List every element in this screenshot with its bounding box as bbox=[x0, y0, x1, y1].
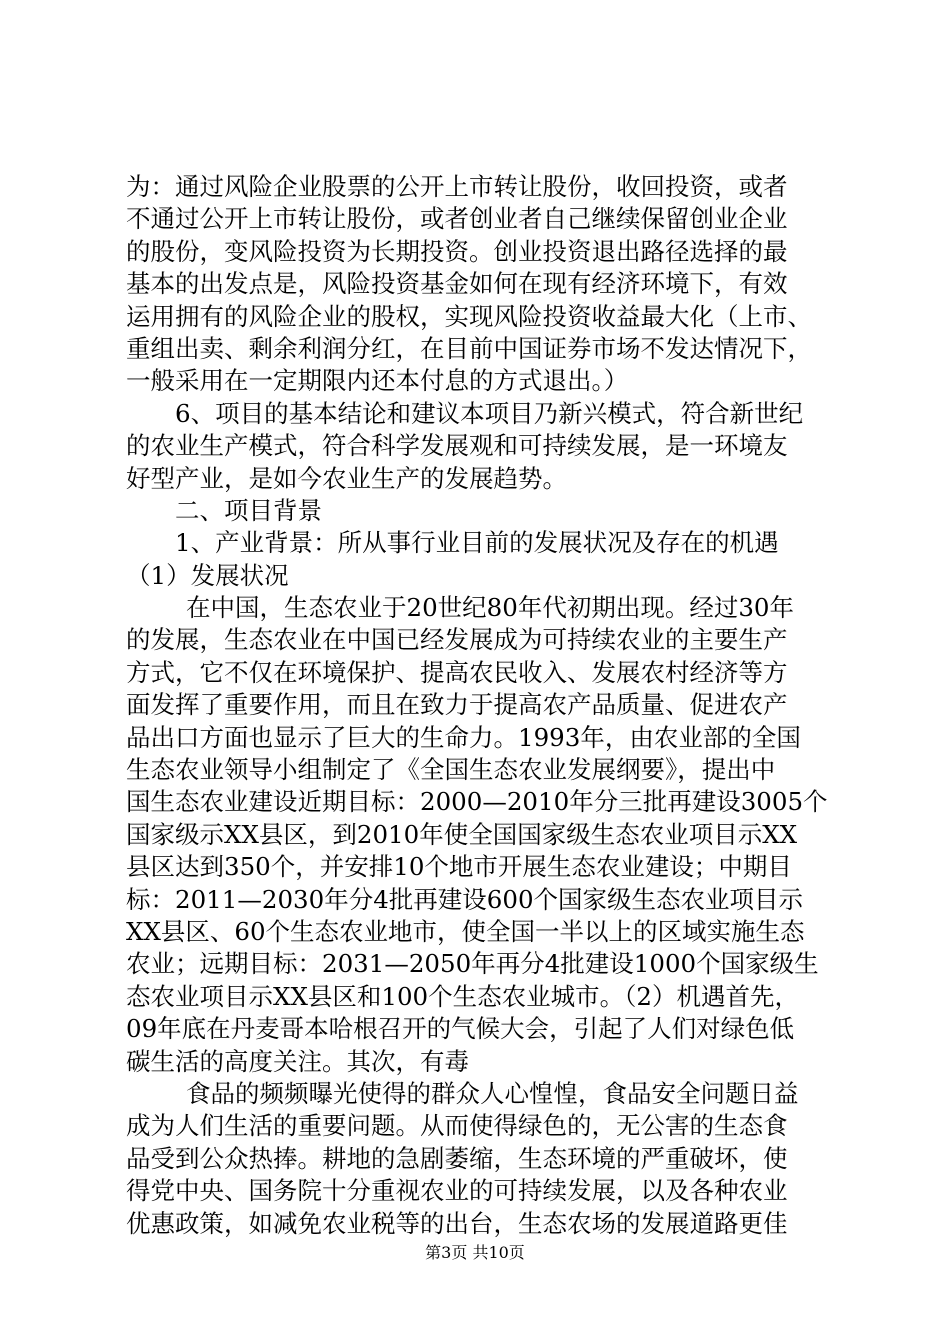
paragraph-line: XX县区、60个生态农业地市，使全国一半以上的区域实施生态 bbox=[126, 916, 805, 946]
document-body bbox=[126, 171, 831, 1240]
paragraph-line: 国生态农业建设近期目标：2000—2010年分三批再建设3005个 bbox=[126, 787, 828, 817]
paragraph-line: 生态农业领导小组制定了《全国生态农业发展纲要》，提出中 bbox=[126, 755, 776, 785]
paragraph-line: 09年底在丹麦哥本哈根召开的气候大会，引起了人们对绿色低 bbox=[126, 1014, 795, 1044]
paragraph-line: 不通过公开上市转让股份，或者创业者自己继续保留创业企业 bbox=[126, 204, 788, 234]
paragraph-line: 好型产业，是如今农业生产的发展趋势。 bbox=[126, 463, 567, 493]
paragraph-line: 县区达到350个，并安排10个地市开展生态农业建设；中期目 bbox=[126, 852, 792, 882]
section-heading: 二、项目背景 bbox=[175, 495, 322, 525]
paragraph-line: 碳生活的高度关注。其次，有毒 bbox=[126, 1046, 469, 1076]
paragraph-line: 的股份，变风险投资为长期投资。创业投资退出路径选择的最 bbox=[126, 236, 788, 266]
paragraph-line: 优惠政策，如减免农业税等的出台，生态农场的发展道路更佳 bbox=[126, 1208, 788, 1238]
paragraph-line: 重组出卖、剩余利润分红，在目前中国证券市场不发达情况下， bbox=[126, 333, 812, 363]
paragraph-line: 品受到公众热捧。耕地的急剧萎缩，生态环境的严重破坏，使 bbox=[126, 1143, 788, 1173]
paragraph-line: 的农业生产模式，符合科学发展观和可持续发展，是一环境友 bbox=[126, 431, 788, 461]
section-conclusion-line: 6、项目的基本结论和建议本项目乃新兴模式，符合新世纪 bbox=[175, 398, 804, 428]
subsection-heading: 1、产业背景：所从事行业目前的发展状况及存在的机遇 bbox=[175, 528, 779, 558]
paragraph-line: 在中国，生态农业于20世纪80年代初期出现。经过30年 bbox=[186, 593, 795, 623]
page-footer: 第3页 共10页 bbox=[425, 1243, 525, 1262]
paragraph-line: 基本的出发点是，风险投资基金如何在现有经济环境下，有效 bbox=[126, 269, 788, 299]
paragraph-line: 方式，它不仅在环境保护、提高农民收入、发展农村经济等方 bbox=[126, 657, 788, 687]
paragraph-line: 成为人们生活的重要问题。从而使得绿色的，无公害的生态食 bbox=[126, 1111, 788, 1141]
paragraph-line: 态农业项目示XX县区和100个生态农业城市。（2）机遇首先， bbox=[126, 981, 799, 1011]
paragraph-line: 面发挥了重要作用，而且在致力于提高农产品质量、促进农产 bbox=[126, 690, 788, 720]
paragraph-line: 运用拥有的风险企业的股权，实现风险投资收益最大化（上市、 bbox=[126, 301, 812, 331]
subsection-heading: （1）发展状况 bbox=[126, 560, 289, 590]
paragraph-line: 得党中央、国务院十分重视农业的可持续发展，以及各种农业 bbox=[126, 1176, 788, 1206]
paragraph-line: 为：通过风险企业股票的公开上市转让股份，收回投资，或者 bbox=[126, 172, 788, 201]
paragraph-line: 品出口方面也显示了巨大的生命力。1993年，由农业部的全国 bbox=[126, 722, 801, 752]
paragraph-line: 食品的频频曝光使得的群众人心惶惶，食品安全问题日益 bbox=[186, 1078, 799, 1108]
paragraph-line: 一般采用在一定期限内还本付息的方式退出。） bbox=[126, 366, 629, 396]
paragraph-line: 国家级示XX县区，到2010年使全国国家级生态农业项目示XX bbox=[126, 819, 798, 849]
paragraph-line: 标：2011—2030年分4批再建设600个国家级生态农业项目示 bbox=[126, 884, 804, 914]
paragraph-line: 农业；远期目标：2031—2050年再分4批建设1000个国家级生 bbox=[126, 949, 819, 979]
paragraph-line: 的发展，生态农业在中国已经发展成为可持续农业的主要生产 bbox=[126, 625, 788, 655]
